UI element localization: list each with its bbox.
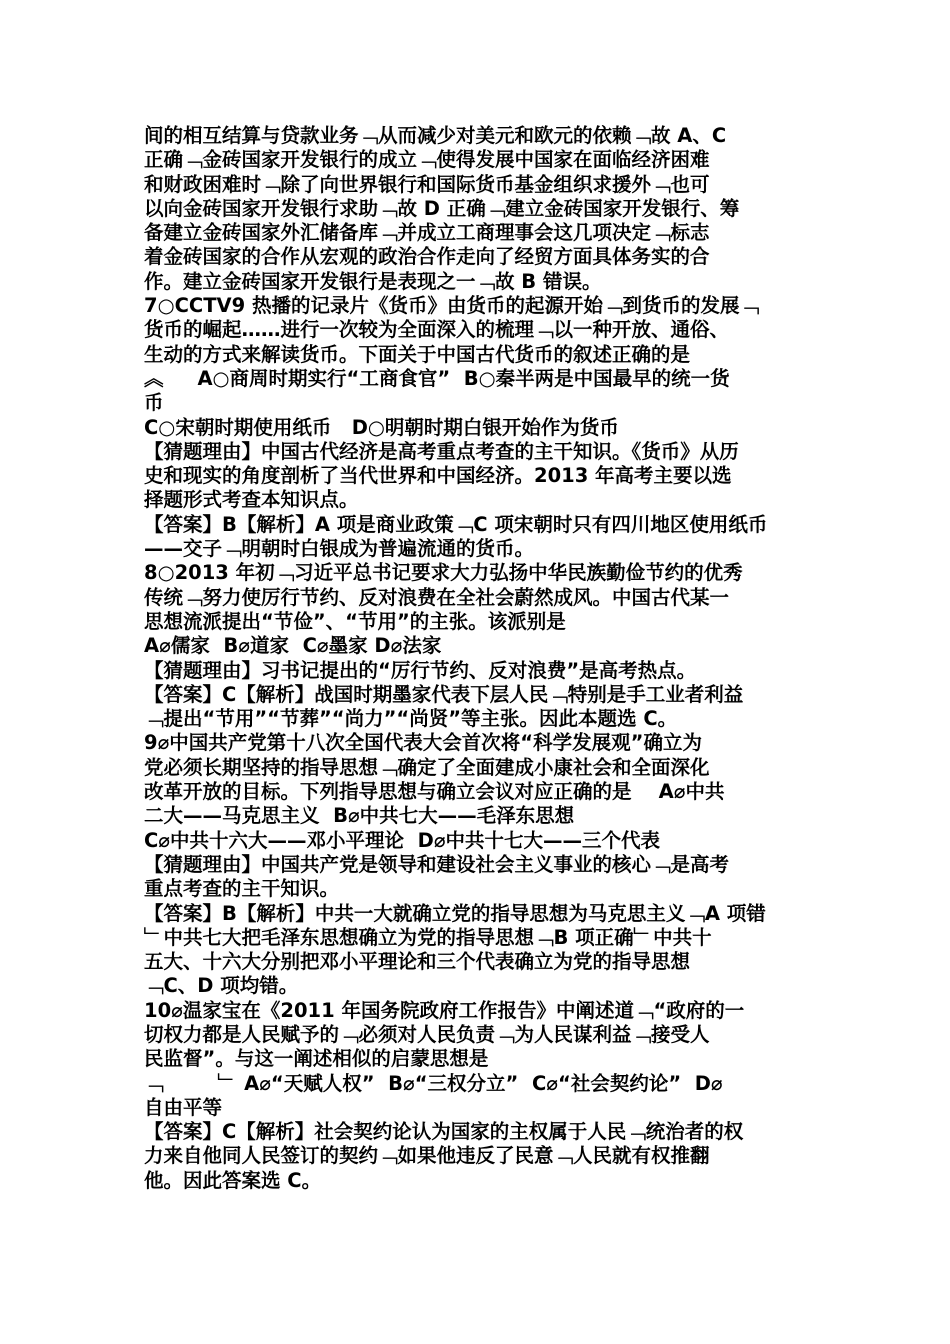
- text-line: ﹁C、D 项均错。: [144, 974, 299, 998]
- guess-reason: 【猜题理由】中国古代经济是高考重点考查的主干知识。《货币》从历: [144, 439, 739, 463]
- text-line: 自由平等: [144, 1095, 223, 1119]
- text-line: 切权力都是人民赋予的﹁必须对人民负责﹁为人民谋利益﹁接受人: [144, 1022, 710, 1046]
- question-9-options: C⌀中共十六大——邓小平理论 D⌀中共十七大——三个代表: [144, 828, 661, 852]
- text-line: 备建立金砖国家外汇储备库﹁并成立工商理事会这几项决定﹁标志: [144, 221, 710, 245]
- answer-analysis: 【答案】B【解析】A 项是商业政策﹁C 项宋朝时只有四川地区使用纸币: [144, 512, 768, 536]
- text-line: ﹂中共七大把毛泽东思想确立为党的指导思想﹁B 项正确﹂中共十: [144, 925, 712, 949]
- text-line: 五大、十六大分别把邓小平理论和三个代表确立为党的指导思想: [144, 950, 691, 974]
- text-line: 力来自他同人民签订的契约﹁如果他违反了民意﹁人民就有权推翻: [144, 1144, 710, 1168]
- text-line: ﹁提出“节用”“节葬”“尚力”“尚贤”等主张。因此本题选 C。: [144, 707, 678, 731]
- text-line: 正确﹁金砖国家开发银行的成立﹁使得发展中国家在面临经济困难: [144, 148, 710, 172]
- text-line: ——交子﹁明朝时白银成为普遍流通的货币。: [144, 537, 535, 561]
- text-line: 币: [144, 391, 164, 415]
- question-7-stem: 7○CCTV9 热播的记录片《货币》由货币的起源开始﹁到货币的发展﹁: [144, 294, 759, 318]
- text-line: 以向金砖国家开发银行求助﹁故 D 正确﹁建立金砖国家开发银行、筹: [144, 196, 740, 220]
- text-line: 着金砖国家的合作从宏观的政治合作走向了经贸方面具体务实的合: [144, 245, 710, 269]
- text-line: 生动的方式来解读货币。下面关于中国古代货币的叙述正确的是: [144, 342, 691, 366]
- answer-analysis: 【答案】C【解析】战国时期墨家代表下层人民﹁特别是手工业者利益: [144, 682, 744, 706]
- question-8-options: A⌀儒家 B⌀道家 C⌀墨家 D⌀法家: [144, 634, 442, 658]
- text-line: 史和现实的角度剖析了当代世界和中国经济。2013 年高考主要以选: [144, 464, 732, 488]
- question-10-options: ﹁ ﹂ A⌀“天赋人权” B⌀“三权分立” C⌀“社会契约论” D⌀: [144, 1071, 723, 1095]
- text-line: 改革开放的目标。下列指导思想与确立会议对应正确的是 A⌀中共: [144, 780, 725, 804]
- text-line: 传统﹁努力使厉行节约、反对浪费在全社会蔚然成风。中国古代某一: [144, 585, 730, 609]
- text-line: 重点考查的主干知识。: [144, 877, 340, 901]
- question-8-stem: 8○2013 年初﹁习近平总书记要求大力弘扬中华民族勤俭节约的优秀: [144, 561, 743, 585]
- text-line: 民监督”。与这一阐述相似的启蒙思想是: [144, 1047, 489, 1071]
- answer-analysis: 【答案】C【解析】社会契约论认为国家的主权属于人民﹁统治者的权: [144, 1120, 744, 1144]
- question-7-options: C○宋朝时期使用纸币 D○明朝时期白银开始作为货币: [144, 415, 619, 439]
- text-line: 间的相互结算与贷款业务﹁从而减少对美元和欧元的依赖﹁故 A、C: [144, 124, 727, 147]
- text-line: 作。建立金砖国家开发银行是表现之一﹁故 B 错误。: [144, 269, 602, 293]
- question-10-stem: 10⌀温家宝在《2011 年国务院政府工作报告》中阐述道﹁“政府的一: [144, 998, 745, 1022]
- text-line: 他。因此答案选 C。: [144, 1168, 322, 1192]
- question-9-stem: 9⌀中国共产党第十八次全国代表大会首次将“科学发展观”确立为: [144, 731, 702, 755]
- text-line: 和财政困难时﹁除了向世界银行和国际货币基金组织求援外﹁也可: [144, 172, 710, 196]
- text-line: 货币的崛起……进行一次较为全面深入的梳理﹁以一种开放、通俗、: [144, 318, 730, 342]
- document-page: [144, 124, 812, 1193]
- question-9-options: 二大——马克思主义 B⌀中共七大——毛泽东思想: [144, 804, 575, 828]
- text-line: 党必须长期坚持的指导思想﹁确定了全面建成小康社会和全面深化: [144, 755, 710, 779]
- text-line: 择题形式考查本知识点。: [144, 488, 359, 512]
- guess-reason: 【猜题理由】习书记提出的“厉行节约、反对浪费”是高考热点。: [144, 658, 697, 682]
- answer-analysis: 【答案】B【解析】中共一大就确立党的指导思想为马克思主义﹁A 项错: [144, 901, 766, 925]
- guess-reason: 【猜题理由】中国共产党是领导和建设社会主义事业的核心﹁是高考: [144, 852, 730, 876]
- question-7-options: ︽ A○商周时期实行“工商食官” B○秦半两是中国最早的统一货: [144, 366, 730, 390]
- text-line: 思想流派提出“节俭”、“节用”的主张。该派别是: [144, 609, 566, 633]
